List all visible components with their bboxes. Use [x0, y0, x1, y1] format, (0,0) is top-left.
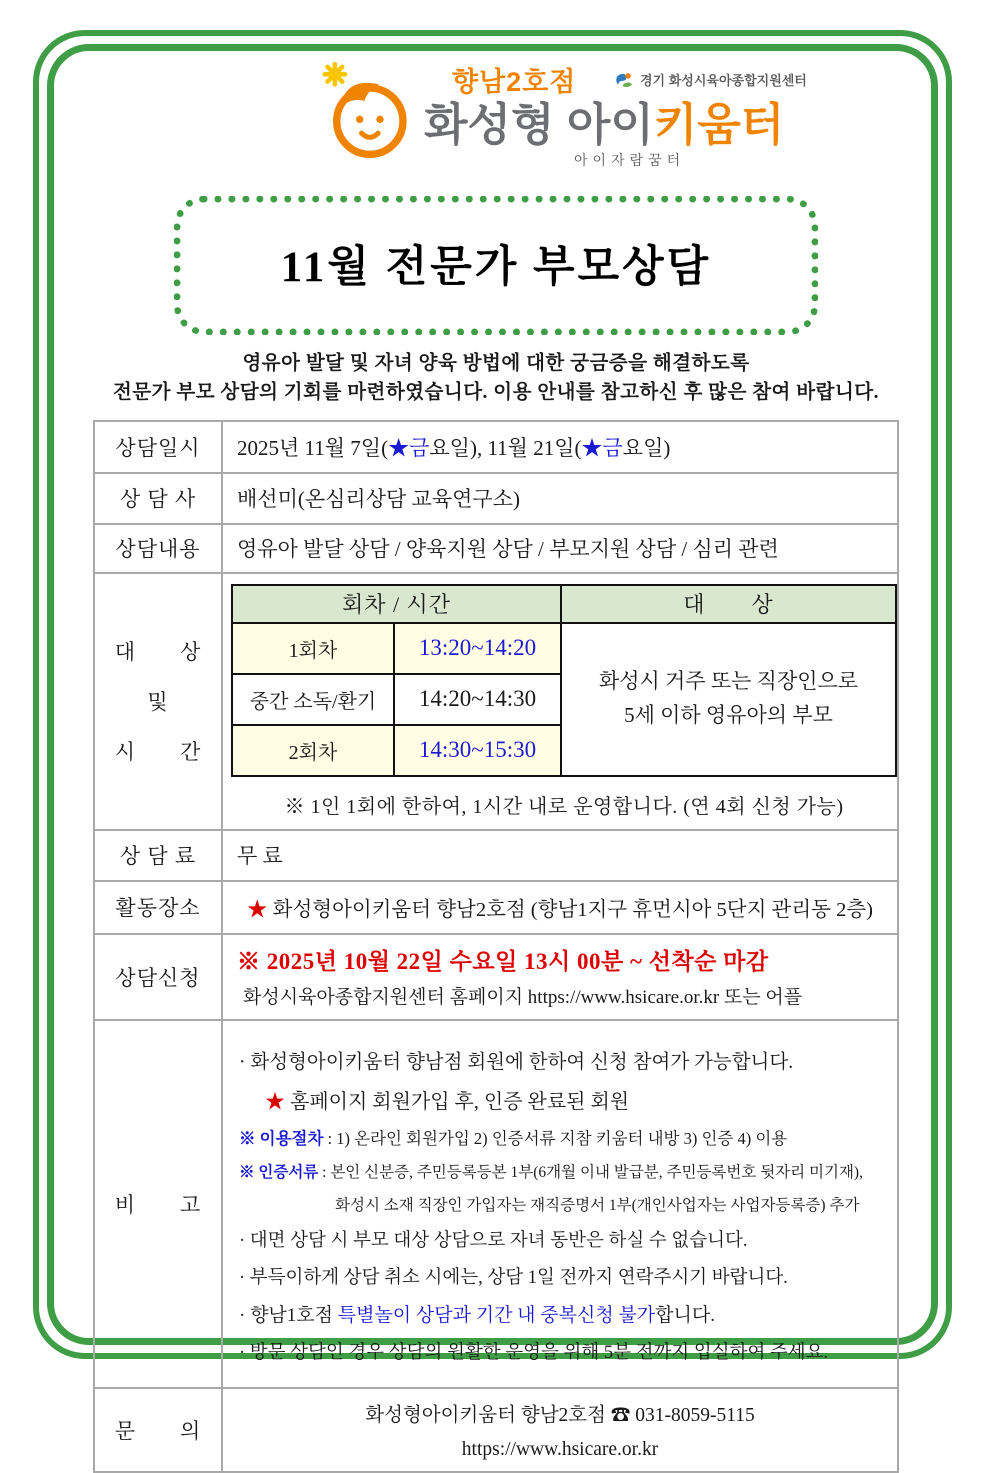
note-duplicate: [239, 1300, 893, 1327]
place-value: [222, 881, 898, 934]
schedule-part1: 2025년 11월 7일(: [237, 435, 389, 460]
note-procedure-key: ※ 이용절차: [239, 1128, 324, 1148]
header: [60, 52, 932, 188]
session-note: ※ 1인 1회에 한하여, 1시간 내로 운영합니다. (연 4회 신청 가능): [284, 795, 844, 818]
note-cancellation: · 부득이하게 상담 취소 시에는, 상담 1일 전까지 연락주시기 바랍니다.: [239, 1267, 788, 1288]
smiling-child-face-icon: [322, 60, 414, 164]
place-label: 활동장소: [94, 881, 222, 934]
content-label: 상담내용: [94, 524, 222, 573]
note-verified-member-text: 홈페이지 회원가입 후, 인증 완료된 회원: [285, 1090, 630, 1113]
note-procedure: [239, 1125, 893, 1149]
target-time-label-line2: 및: [147, 690, 169, 714]
note-arrival: · 방문 상담인 경우 상담의 원활한 운영을 위해 5분 전까지 입실하여 주세요.: [239, 1342, 829, 1363]
target-line2: 5세 이하 영유아의 부모: [624, 703, 833, 727]
table-row-content: [94, 524, 898, 573]
table-row-apply: [94, 934, 898, 1020]
notes-label: 비 고: [94, 1020, 222, 1388]
place-star-icon: ★: [247, 899, 268, 921]
branch-name: 향남2호점: [452, 67, 577, 97]
session-1-name: 1회차: [232, 623, 394, 674]
note-documents-line2: 화성시 소재 직장인 가입자는 재직증명서 1부(개인사업자는 사업자등록증) 추가: [335, 1196, 860, 1214]
contact-label: 문 의: [94, 1388, 222, 1472]
table-row-schedule: [94, 421, 898, 473]
brand-name: [424, 101, 784, 148]
session-time-header: 회차 / 시간: [232, 585, 561, 623]
table-row-contact: [94, 1388, 898, 1472]
counselor-value: 배선미(온심리상담 교육연구소): [222, 473, 898, 524]
fee-label: 상 담 료: [94, 830, 222, 881]
page-title: 11월 전문가 부모상담: [280, 244, 712, 291]
note-duplicate-pre: · 향남1호점: [239, 1304, 338, 1326]
partner-name: 경기 화성시육아종합지원센터: [640, 73, 807, 88]
contact-website: https://www.hsicare.or.kr: [461, 1438, 659, 1460]
flyer-content: [60, 52, 932, 1473]
note-duplicate-post: 합니다.: [655, 1304, 715, 1326]
session-2-time: 14:20~14:30: [394, 674, 561, 725]
schedule-star1: ★금: [388, 435, 430, 460]
place-text: 화성형아이키움터 향남2호점 (향남1지구 휴먼시아 5단지 관리동 2층): [267, 899, 873, 921]
session-2-name: 중간 소독/환기: [232, 674, 394, 725]
table-row-place: [94, 881, 898, 934]
session-table: [231, 584, 897, 777]
intro-paragraph: [60, 349, 932, 408]
target-time-label-line1: 대 상: [114, 640, 202, 664]
schedule-part2: 요일), 11월 21일(: [429, 435, 582, 460]
contact-value: [222, 1388, 898, 1472]
schedule-part3: 요일): [622, 435, 671, 460]
note-verified-member: [239, 1085, 893, 1114]
counselor-label: 상 담 사: [94, 473, 222, 524]
hwaseong-center-swirl-icon: [613, 71, 635, 89]
partner-logo: [613, 70, 807, 89]
schedule-value: [222, 421, 898, 473]
apply-method: 화성시육아종합지원센터 홈페이지 https://www.hsicare.or.kr 또는 어플: [243, 986, 803, 1008]
table-row-fee: [94, 830, 898, 881]
note-no-children: · 대면 상담 시 부모 대상 상담으로 자녀 동반은 하실 수 없습니다.: [239, 1230, 748, 1251]
title-box: [174, 196, 818, 335]
session-1-time: 13:20~14:20: [394, 623, 561, 674]
target-header: 대 상: [561, 585, 896, 623]
table-row-counselor: [94, 473, 898, 524]
session-row-1: [232, 623, 896, 674]
content-value: 영유아 발달 상담 / 양육지원 상담 / 부모지원 상담 / 심리 관련: [222, 524, 898, 573]
star-sparkle-icon: [325, 64, 345, 84]
note-duplicate-highlight: 특별놀이 상담과 기간 내 중복신청 불가: [337, 1304, 656, 1326]
target-line1: 화성시 거주 또는 직장인으로: [598, 669, 859, 694]
session-3-time: 14:30~15:30: [394, 725, 561, 776]
fee-value: 무 료: [222, 830, 898, 881]
target-cell: [561, 623, 896, 776]
apply-deadline: ※ 2025년 10월 22일 수요일 13시 00분 ~ 선착순 마감: [237, 948, 769, 974]
target-time-value: [222, 573, 898, 830]
table-row-notes: [94, 1020, 898, 1388]
contact-phone: 화성형아이키움터 향남2호점 ☎ 031-8059-5115: [365, 1404, 755, 1426]
schedule-label: 상담일시: [94, 421, 222, 473]
note-membership: · 화성형아이키움터 향남점 회원에 한하여 신청 참여가 가능합니다.: [239, 1051, 794, 1073]
note-documents: [239, 1160, 893, 1182]
apply-value: [222, 934, 898, 1020]
note-star-icon: ★: [265, 1090, 285, 1113]
table-row-target-time: [94, 573, 898, 830]
intro-line1: 영유아 발달 및 자녀 양육 방법에 대한 궁금증을 해결하도록: [242, 353, 750, 374]
session-3-name: 2회차: [232, 725, 394, 776]
note-documents-key: ※ 인증서류: [239, 1163, 319, 1181]
target-time-label-stack: [95, 636, 221, 766]
apply-label: 상담신청: [94, 934, 222, 1020]
session-table-header: [232, 585, 896, 623]
brand-name-orange: 키움터: [653, 99, 785, 150]
brand-subtitle: 아이자람꿈터: [574, 152, 686, 169]
target-time-label-line3: 시 간: [114, 740, 202, 764]
info-table: [93, 420, 899, 1473]
notes-value: [222, 1020, 898, 1388]
brand-name-gray: 화성형 아이: [424, 99, 654, 150]
intro-line2: 전문가 부모 상담의 기회를 마련하였습니다. 이용 안내를 참고하신 후 많은 참여 바랍니다.: [112, 382, 879, 404]
target-time-label: [94, 573, 222, 830]
note-documents-text: : 본인 신분증, 주민등록등본 1부(6개월 이내 발급분, 주민등록번호 뒷자리 미기재),: [318, 1163, 863, 1181]
note-procedure-text: : 1) 온라인 회원가입 2) 인증서류 지참 키움터 내방 3) 인증 4) 이용: [323, 1128, 788, 1148]
schedule-star2: ★금: [581, 435, 623, 460]
